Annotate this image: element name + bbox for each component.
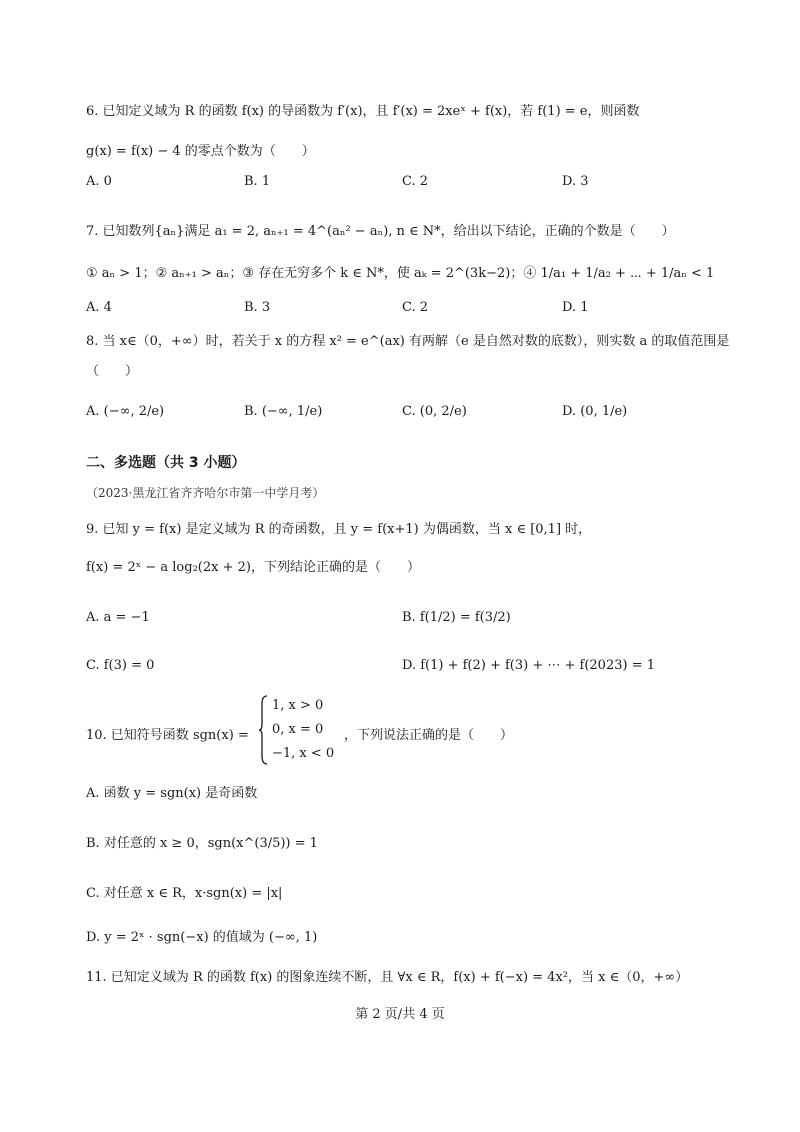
q7-statements: ① aₙ > 1；② aₙ₊₁ > aₙ；③ 存在无穷多个 k ∈ N*，使 aₖ = 2^(3k−2)；④ 1/a₁ + 1/a₂ + ⋯ + 1/aₙ < 1 [86,266,715,281]
q6-option-b: B. 1 [244,174,271,189]
q10-stem-prefix: 10. 已知符号函数 sgn(x) = [86,728,249,743]
q10-case-zero: 0, x = 0 [272,722,324,737]
q10-option-d: D. y = 2ˣ · sgn(−x) 的值域为 (−∞, 1) [86,930,318,945]
q9-option-b: B. f(1/2) = f(3/2) [402,610,511,625]
q10-stem-suffix: ，下列说法正确的是（ ） [344,728,514,743]
q6-stem-line1: 6. 已知定义域为 R 的函数 f(x) 的导函数为 f′(x)，且 f′(x) = 2xeˣ + f(x)，若 f(1) = e，则函数 [86,104,640,119]
q6-option-c: C. 2 [402,174,429,189]
q9-option-d: D. f(1) + f(2) + f(3) + ⋯ + f(2023) = 1 [402,658,655,673]
q9-stem-line1: 9. 已知 y = f(x) 是定义域为 R 的奇函数，且 y = f(x+1) 为偶函数，当 x ∈ [0,1] 时， [86,522,592,537]
question-source-note: （2023·黑龙江省齐齐哈尔市第一中学月考） [86,486,325,500]
q6-option-d: D. 3 [562,174,589,189]
q7-option-a: A. 4 [86,300,112,315]
piecewise-brace-icon [258,694,268,766]
q7-option-c: C. 2 [402,300,429,315]
q10-option-c: C. 对任意 x ∈ R，x·sgn(x) = |x| [86,886,283,901]
q6-stem-line2: g(x) = f(x) − 4 的零点个数为（ ） [86,144,315,159]
q6-option-a: A. 0 [86,174,112,189]
q10-option-a: A. 函数 y = sgn(x) 是奇函数 [86,786,258,801]
q7-option-d: D. 1 [562,300,589,315]
q9-option-a: A. a = −1 [86,610,150,625]
q8-option-a: A. (−∞, 2/e) [86,404,165,419]
q11-stem-line1: 11. 已知定义域为 R 的函数 f(x) 的图象连续不断，且 ∀x ∈ R，f(x) + f(−x) = 4x²，当 x ∈（0，+∞） [86,970,689,985]
section-title-multiple-choice: 二、多选题（共 3 小题） [86,455,246,471]
q10-option-b: B. 对任意的 x ≥ 0，sgn(x^(3/5)) = 1 [86,836,318,851]
q8-option-b: B. (−∞, 1/e) [244,404,323,419]
q9-stem-line2: f(x) = 2ˣ − a log₂(2x + 2)，下列结论正确的是（ ） [86,560,420,575]
q10-case-negative: −1, x < 0 [272,746,335,761]
q10-case-positive: 1, x > 0 [272,698,324,713]
q8-stem-line2: （ ） [86,364,139,379]
q9-option-c: C. f(3) = 0 [86,658,155,673]
page-number: 第 2 页/共 4 页 [355,1007,445,1022]
q8-option-d: D. (0, 1/e) [562,404,628,419]
q8-option-c: C. (0, 2/e) [402,404,467,419]
q7-option-b: B. 3 [244,300,271,315]
q8-stem-line1: 8. 当 x∈（0，+∞）时，若关于 x 的方程 x² = e^(ax) 有两解（e 是自然对数的底数），则实数 a 的取值范围是 [86,334,730,349]
q7-stem-line1: 7. 已知数列{aₙ}满足 a₁ = 2, aₙ₊₁ = 4^(aₙ² − aₙ), n ∈ N*，给出以下结论，正确的个数是（ ） [86,224,675,239]
